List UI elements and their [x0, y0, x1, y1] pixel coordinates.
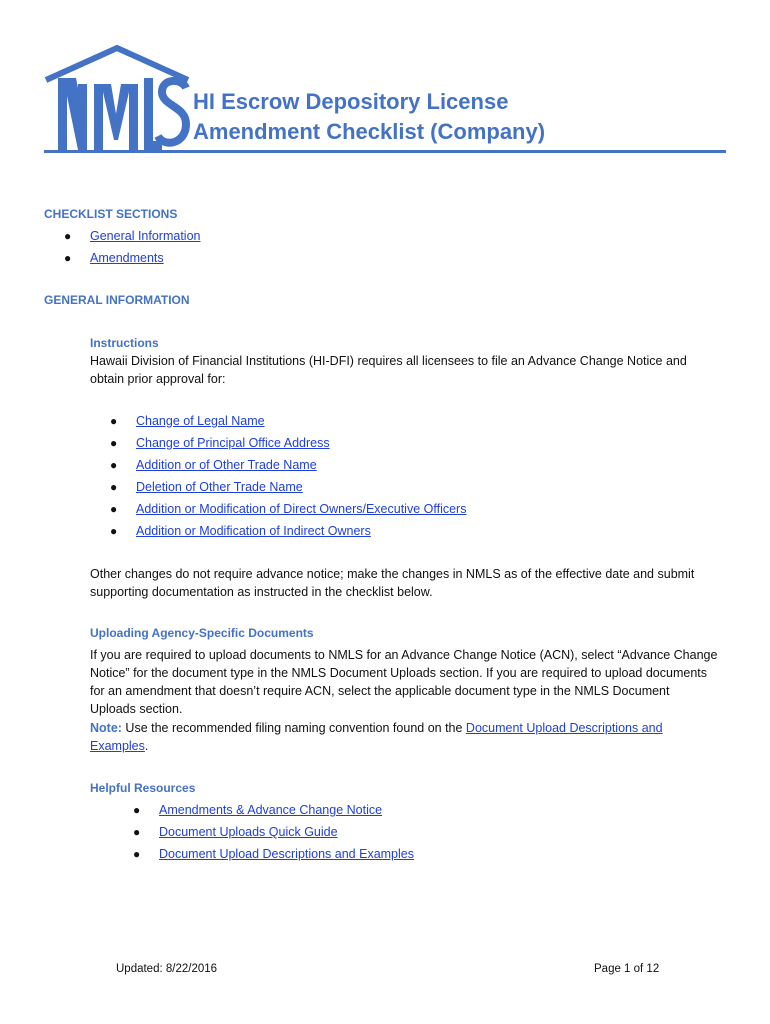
- title-line-2: Amendment Checklist (Company): [193, 119, 546, 144]
- instructions-heading: Instructions: [90, 336, 159, 350]
- link-amendments-acn[interactable]: Amendments & Advance Change Notice: [159, 803, 383, 817]
- bullet-icon: ●: [133, 847, 141, 861]
- link-examples-inline[interactable]: Examples: [90, 739, 145, 753]
- link-document-upload-descriptions-inline[interactable]: Document Upload Descriptions and: [465, 721, 663, 735]
- other-changes-line-2: supporting documentation as instructed in the checklist below.: [90, 585, 433, 599]
- bullet-icon: ●: [110, 502, 118, 516]
- bullet-icon: ●: [110, 436, 118, 450]
- instructions-line-2: obtain prior approval for:: [90, 372, 226, 386]
- link-addition-trade-name[interactable]: Addition or of Other Trade Name: [136, 458, 317, 472]
- helpful-resources-heading: Helpful Resources: [90, 781, 196, 795]
- title-line-1: HI Escrow Depository License: [193, 89, 509, 114]
- link-document-upload-descriptions[interactable]: Document Upload Descriptions and Examples: [159, 847, 414, 861]
- general-information-heading: GENERAL INFORMATION: [44, 293, 190, 307]
- link-change-principal-office[interactable]: Change of Principal Office Address: [136, 436, 330, 450]
- link-change-legal-name[interactable]: Change of Legal Name: [136, 414, 265, 428]
- bullet-icon: ●: [133, 803, 141, 817]
- note-line: [90, 719, 730, 737]
- link-direct-owners[interactable]: Addition or Modification of Direct Owners/Executive Officers: [136, 502, 467, 516]
- note-end: .: [144, 739, 149, 753]
- instructions-line-1: Hawaii Division of Financial Institutions (HI-DFI) requires all licensees to file an Advance Change Notice and: [90, 354, 687, 368]
- bullet-icon: ●: [110, 524, 118, 538]
- uploading-line-3: for an amendment that doesn’t require ACN, select the applicable document type in the NMLS Document: [90, 684, 670, 698]
- link-general-information[interactable]: General Information: [90, 229, 201, 243]
- bullet-icon: ●: [64, 251, 72, 265]
- header-rule: [44, 150, 726, 153]
- nmls-logo: [44, 44, 190, 154]
- link-deletion-trade-name[interactable]: Deletion of Other Trade Name: [136, 480, 303, 494]
- footer-page-number: Page 1 of 12: [594, 963, 660, 975]
- uploading-heading: Uploading Agency-Specific Documents: [90, 626, 314, 640]
- link-indirect-owners[interactable]: Addition or Modification of Indirect Owners: [136, 524, 371, 538]
- bullet-icon: ●: [64, 229, 72, 243]
- link-document-uploads-quick-guide[interactable]: Document Uploads Quick Guide: [159, 825, 338, 839]
- bullet-icon: ●: [133, 825, 141, 839]
- bullet-icon: ●: [110, 414, 118, 428]
- other-changes-line-1: Other changes do not require advance notice; make the changes in NMLS as of the effective date and submit: [90, 567, 695, 581]
- note-label: Note:: [90, 721, 122, 735]
- footer-updated: Updated: 8/22/2016: [116, 963, 218, 975]
- note-line-2: [90, 737, 730, 755]
- bullet-icon: ●: [110, 480, 118, 494]
- uploading-line-4: Uploads section.: [90, 702, 183, 716]
- checklist-sections-heading: CHECKLIST SECTIONS: [44, 207, 178, 221]
- link-amendments[interactable]: Amendments: [90, 251, 164, 265]
- bullet-icon: ●: [110, 458, 118, 472]
- note-text: Use the recommended filing naming convention found on the: [121, 721, 466, 735]
- uploading-line-1: If you are required to upload documents to NMLS for an Advance Change Notice (ACN), select “Advance Change: [90, 648, 718, 662]
- uploading-line-2: Notice” for the document type in the NMLS Document Uploads section. If you are required to upload documents: [90, 666, 707, 680]
